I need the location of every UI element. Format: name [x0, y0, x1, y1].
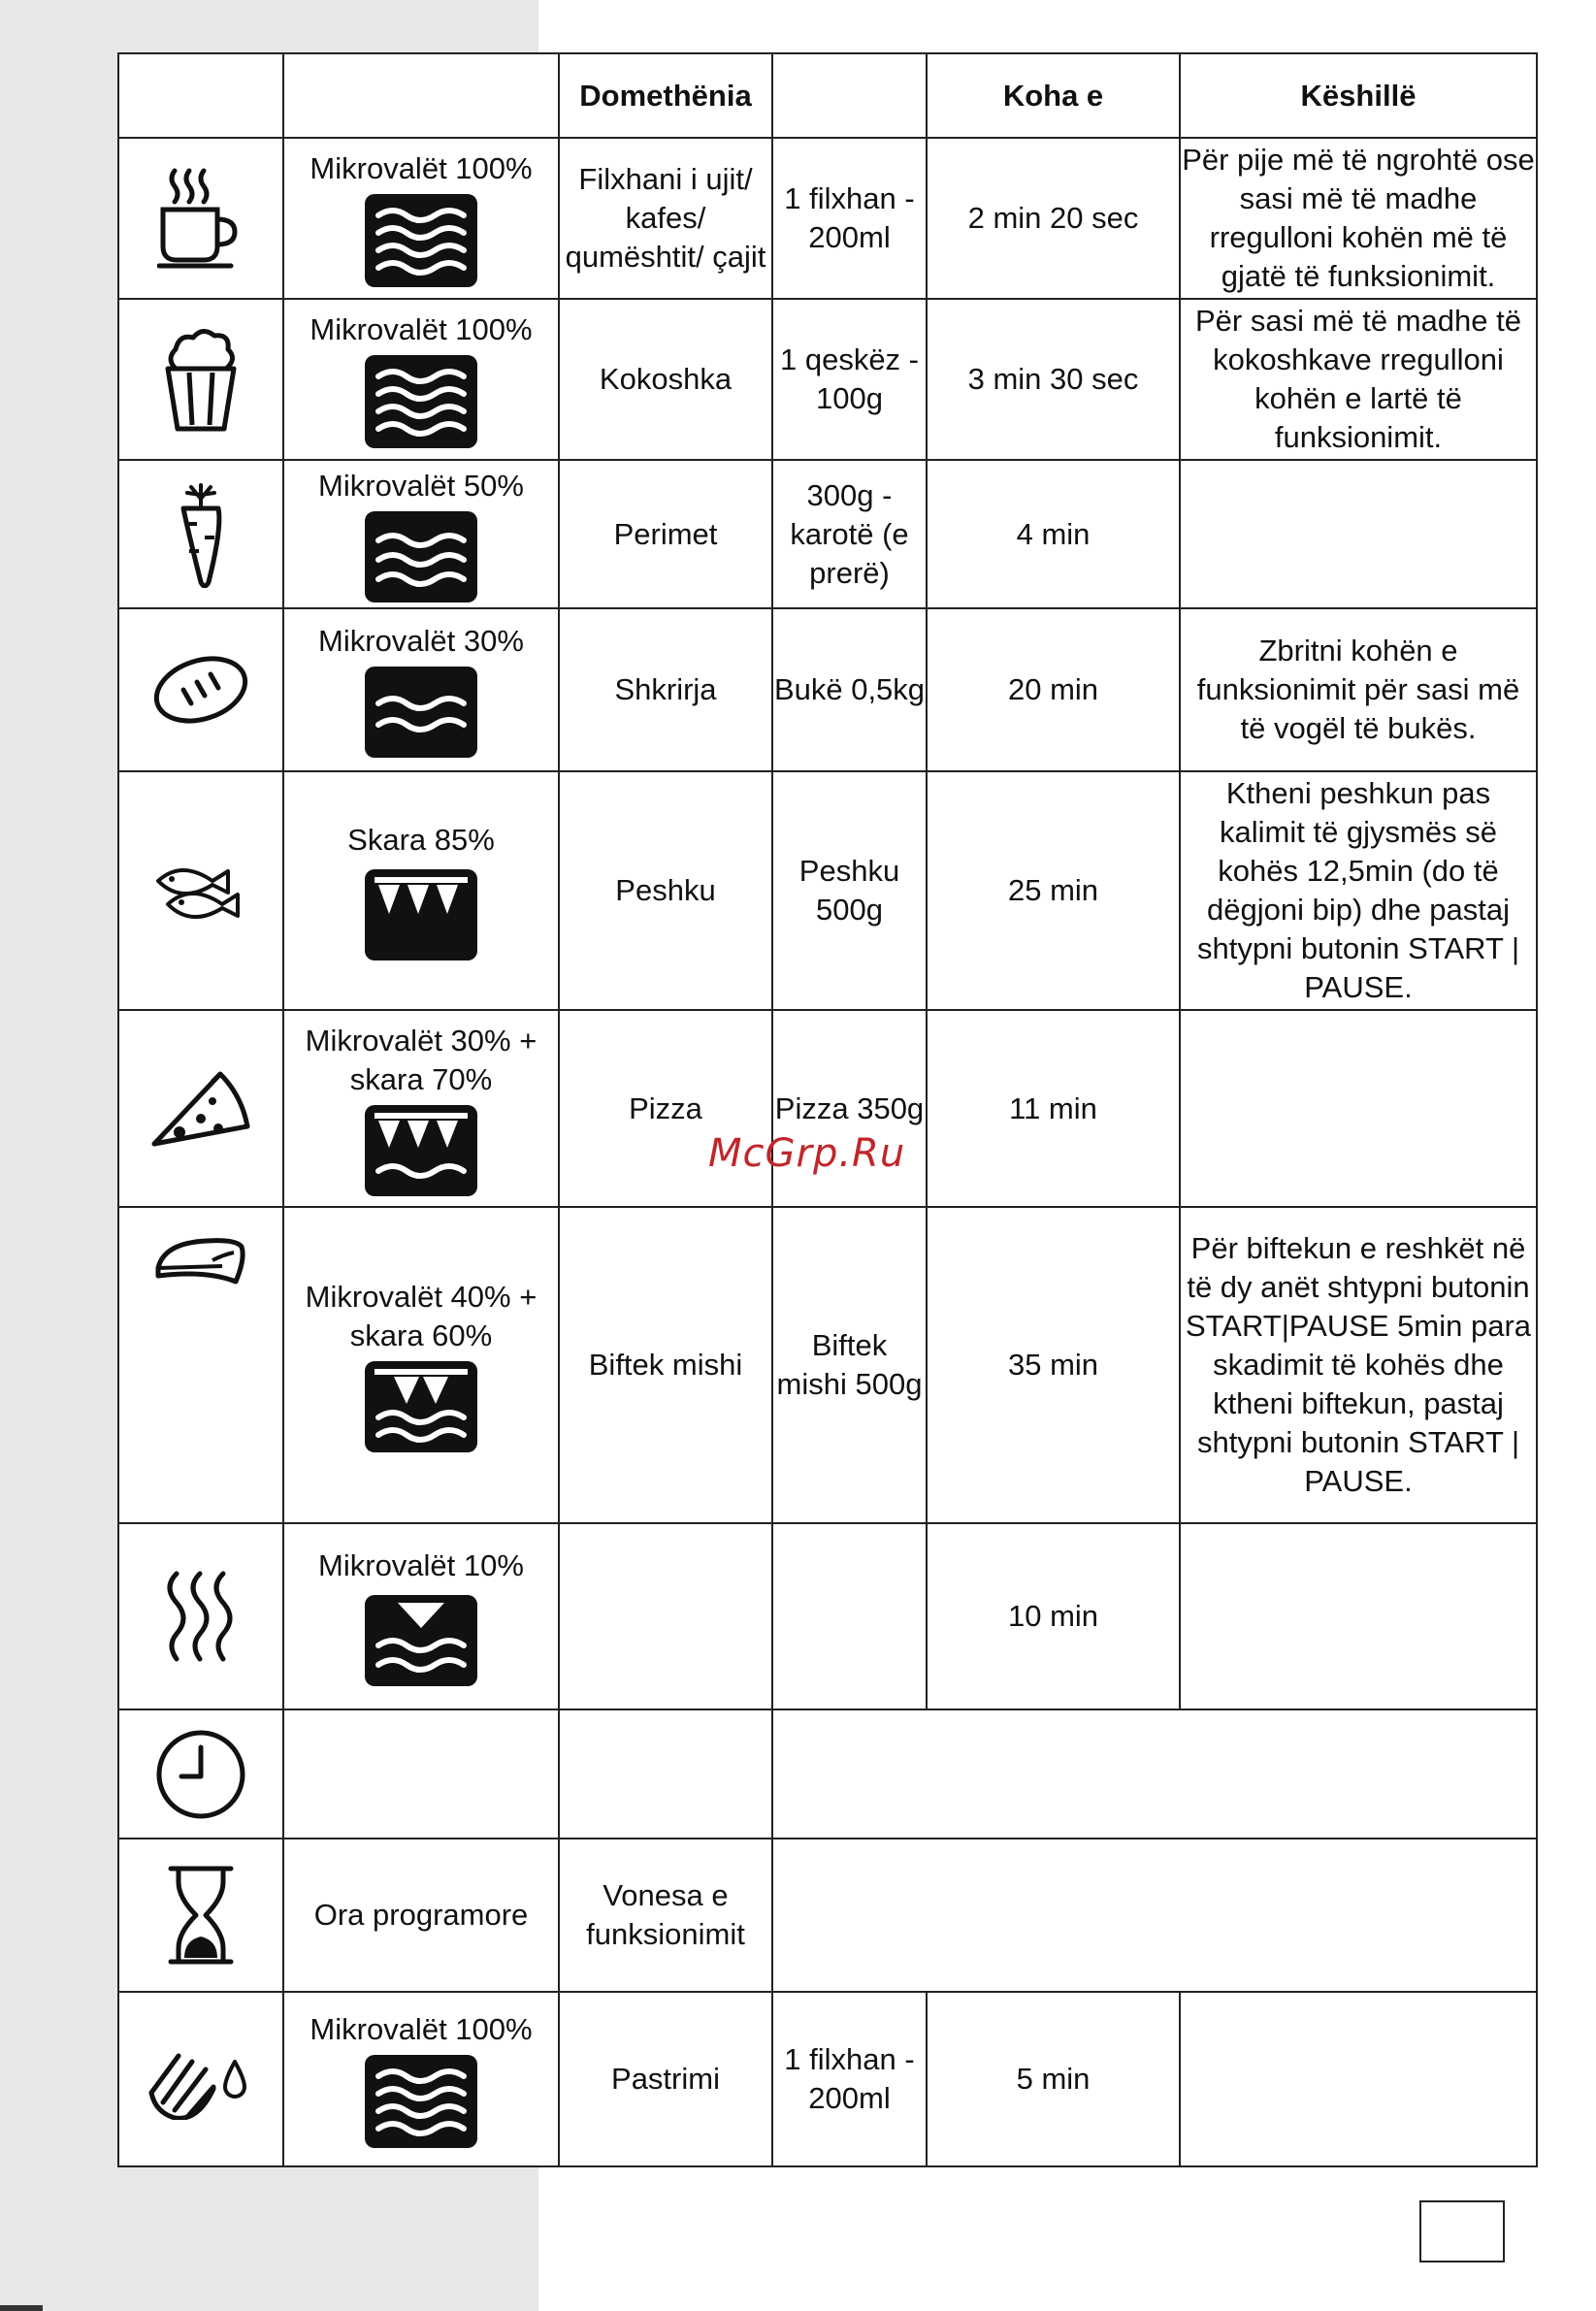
time-cell: 25 min — [927, 771, 1180, 1010]
mode-label: Skara 85% — [347, 823, 495, 857]
mode-label: Mikrovalët 30% — [318, 624, 524, 658]
mode-label: Mikrovalët 100% — [309, 312, 533, 346]
meaning-cell: Kokoshka — [559, 299, 772, 460]
quantity-cell — [772, 1523, 927, 1709]
meaning-cell — [559, 1709, 772, 1839]
mode-cell — [283, 771, 559, 1010]
tips-cell: Për pije më të ngrohtë ose sasi më të madhe rregulloni kohën më të gjatë të funksionimit. — [1180, 138, 1537, 299]
mode-label: Mikrovalët 40% + skara 60% — [305, 1280, 537, 1352]
quantity-cell: 1 filxhan - 200ml — [772, 1992, 927, 2166]
table-row — [118, 138, 1537, 299]
table-row — [118, 1709, 1537, 1839]
watermark-text: McGrp.Ru — [708, 1131, 906, 1176]
table-row — [118, 608, 1537, 771]
mode-cell — [283, 1709, 559, 1839]
page-number-box — [1419, 2200, 1505, 2262]
meaning-cell: Biftek mishi — [559, 1207, 772, 1523]
table-row — [118, 1839, 1537, 1992]
tips-cell: Ktheni peshkun pas kalimit të gjysmës së kohës 12,5min (do të dëgjoni bip) dhe pastaj shtypni butonin START | PAUSE. — [1180, 771, 1537, 1010]
hot-cup-icon — [157, 165, 244, 272]
icon-cell — [118, 608, 283, 771]
meaning-cell: Shkrirja — [559, 608, 772, 771]
bottom-edge-mark — [0, 2305, 43, 2311]
icon-cell — [118, 1523, 283, 1709]
clock-icon — [154, 1728, 247, 1821]
time-cell: 20 min — [927, 608, 1180, 771]
meaning-cell: Pizza — [559, 1010, 772, 1207]
fish-icon — [154, 860, 247, 922]
table-row — [118, 299, 1537, 460]
quantity-cell: Peshku 500g — [772, 771, 927, 1010]
program-table — [117, 52, 1538, 2167]
meaning-cell: Vonesa e funksionimit — [559, 1839, 772, 1992]
table-row — [118, 460, 1537, 608]
icon-cell — [118, 1992, 283, 2166]
mode-label: Mikrovalët 100% — [309, 151, 533, 185]
table-row — [118, 1010, 1537, 1207]
time-cell: 4 min — [927, 460, 1180, 608]
mode-cell — [283, 608, 559, 771]
table-row — [118, 1523, 1537, 1709]
steak-icon — [154, 1235, 247, 1289]
steam-icon — [157, 1568, 244, 1665]
pizza-icon — [150, 1068, 251, 1150]
icon-cell — [118, 771, 283, 1010]
time-cell: 5 min — [927, 1992, 1180, 2166]
tips-cell: Për biftekun e reshkët në të dy anët shtypni butonin START|PAUSE 5min para skadimit të kohës dhe ktheni biftekun, pastaj shtypni butonin START | PAUSE. — [1180, 1207, 1537, 1523]
header-tips: Këshillë — [1180, 53, 1537, 138]
mode-label: Mikrovalët 10% — [318, 1548, 524, 1582]
time-cell: 2 min 20 sec — [927, 138, 1180, 299]
mode-cell: Ora programore — [283, 1839, 559, 1992]
microwave-4-waves-symbol — [365, 355, 477, 448]
cleaning-hand-icon — [147, 2038, 254, 2120]
merged-empty-cell — [772, 1839, 1537, 1992]
bread-icon — [150, 653, 251, 727]
tips-cell — [1180, 460, 1537, 608]
header-time: Koha e — [927, 53, 1180, 138]
icon-cell — [118, 1010, 283, 1207]
quantity-cell: 1 qeskëz - 100g — [772, 299, 927, 460]
microwave-3-waves-symbol — [365, 511, 477, 602]
header-icon-cell — [118, 53, 283, 138]
tips-cell: Për sasi më të madhe të kokoshkave rregulloni kohën e lartë të funksionimit. — [1180, 299, 1537, 460]
icon-cell — [118, 1207, 283, 1523]
quantity-cell: Biftek mishi 500g — [772, 1207, 927, 1523]
microwave-4-waves-symbol — [365, 194, 477, 287]
grill-symbol — [365, 869, 477, 960]
microwave-4-waves-symbol — [365, 2055, 477, 2148]
quantity-cell: Pizza 350g — [772, 1010, 927, 1207]
header-mode-cell — [283, 53, 559, 138]
time-cell: 35 min — [927, 1207, 1180, 1523]
mode-cell — [283, 460, 559, 608]
time-cell: 11 min — [927, 1010, 1180, 1207]
mode-cell — [283, 138, 559, 299]
quantity-cell: 300g - karotë (e prerë) — [772, 460, 927, 608]
mode-label: Mikrovalët 50% — [318, 468, 524, 503]
carrot-icon — [172, 481, 230, 588]
quantity-cell: 1 filxhan - 200ml — [772, 138, 927, 299]
tips-cell: Zbritni kohën e funksionimit për sasi më të vogël të bukës. — [1180, 608, 1537, 771]
icon-cell — [118, 299, 283, 460]
meaning-cell: Pastrimi — [559, 1992, 772, 2166]
meaning-cell: Filxhani i ujit/ kafes/ qumështit/ çajit — [559, 138, 772, 299]
table-row — [118, 1992, 1537, 2166]
hourglass-icon — [167, 1865, 235, 1966]
mode-label: Mikrovalët 30% + skara 70% — [305, 1023, 537, 1096]
meaning-cell — [559, 1523, 772, 1709]
merged-empty-cell — [772, 1709, 1537, 1839]
quantity-cell: Bukë 0,5kg — [772, 608, 927, 771]
mode-cell — [283, 1523, 559, 1709]
tips-cell — [1180, 1992, 1537, 2166]
time-cell: 3 min 30 sec — [927, 299, 1180, 460]
microwave-2-waves-symbol — [365, 667, 477, 758]
table-row — [118, 1207, 1537, 1523]
time-cell: 10 min — [927, 1523, 1180, 1709]
icon-cell — [118, 138, 283, 299]
mode-cell — [283, 1992, 559, 2166]
header-meaning: Domethënia — [559, 53, 772, 138]
mode-label: Mikrovalët 100% — [309, 2012, 533, 2046]
table-row — [118, 771, 1537, 1010]
popcorn-icon — [162, 326, 240, 433]
meaning-cell: Perimet — [559, 460, 772, 608]
meaning-cell: Peshku — [559, 771, 772, 1010]
icon-cell — [118, 460, 283, 608]
mode-cell — [283, 1207, 559, 1523]
tips-cell — [1180, 1010, 1537, 1207]
tips-cell — [1180, 1523, 1537, 1709]
icon-cell — [118, 1709, 283, 1839]
mode-cell — [283, 299, 559, 460]
keep-warm-symbol — [365, 1595, 477, 1686]
grill-plus-microwave-symbol — [365, 1105, 477, 1196]
table-header-row — [118, 53, 1537, 138]
header-quantity-cell — [772, 53, 927, 138]
grill-2-plus-microwave-symbol — [365, 1361, 477, 1452]
mode-cell — [283, 1010, 559, 1207]
icon-cell — [118, 1839, 283, 1992]
